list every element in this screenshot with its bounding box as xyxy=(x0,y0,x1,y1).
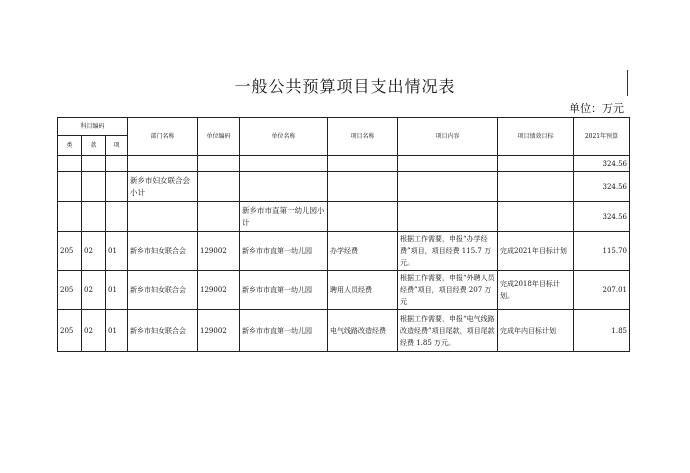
cell-goal: 完成年内目标计划 xyxy=(498,310,574,352)
cell-content: 根据工作需要，申报“办学经费”项目，项目经费 115.7 万元。 xyxy=(398,232,498,271)
cell-budget: 1.85 xyxy=(574,310,630,352)
header-unit-name: 单位名称 xyxy=(240,118,328,156)
table-row xyxy=(58,232,630,271)
cell-xiang: 01 xyxy=(106,232,128,271)
cell-kuan: 02 xyxy=(82,310,106,352)
header-budget: 2021年预算 xyxy=(574,118,630,156)
cell-content: 根据工作需要，申报“电气线路改造经费”项目尾款，项目尾款经费 1.85 万元。 xyxy=(398,310,498,352)
cell-project: 办学经费 xyxy=(328,232,398,271)
cell-goal: 完成2018年目标计划。 xyxy=(498,271,574,310)
header-performance: 项目绩效目标 xyxy=(498,118,574,156)
cell-code: 129002 xyxy=(198,271,240,310)
cell-lei: 205 xyxy=(58,232,82,271)
cell-kuan: 02 xyxy=(82,232,106,271)
table-row xyxy=(58,310,630,352)
dept-subtotal-label: 新乡市妇女联合会小计 xyxy=(128,172,198,202)
cell-goal: 完成2021年目标计划 xyxy=(498,232,574,271)
cell-budget: 115.70 xyxy=(574,232,630,271)
cell-project: 电气线路改造经费 xyxy=(328,310,398,352)
cell-unit: 新乡市市直第一幼儿园 xyxy=(240,232,328,271)
header-unit-code: 单位编码 xyxy=(198,118,240,156)
header-row-1 xyxy=(58,118,630,136)
cell-dept: 新乡市妇女联合会 xyxy=(128,232,198,271)
page-title: 一般公共预算项目支出情况表 xyxy=(234,77,456,96)
header-xiang: 项 xyxy=(106,136,128,156)
header-subject-code: 科目编码 xyxy=(58,118,128,136)
header-project-content: 项目内容 xyxy=(398,118,498,156)
cell-project: 聘用人员经费 xyxy=(328,271,398,310)
cell-dept: 新乡市妇女联合会 xyxy=(128,271,198,310)
cell-xiang: 01 xyxy=(106,271,128,310)
total-value: 324.56 xyxy=(574,156,630,172)
cell-unit: 新乡市市直第一幼儿园 xyxy=(240,310,328,352)
header-dept-name: 部门名称 xyxy=(128,118,198,156)
cell-code: 129002 xyxy=(198,310,240,352)
cell-lei: 205 xyxy=(58,310,82,352)
header-kuan: 款 xyxy=(82,136,106,156)
cell-unit: 新乡市市直第一幼儿园 xyxy=(240,271,328,310)
total-row xyxy=(58,156,630,172)
budget-table xyxy=(57,117,630,352)
unit-subtotal-label: 新乡市市直第一幼儿园小计 xyxy=(240,202,328,232)
cell-lei: 205 xyxy=(58,271,82,310)
cell-kuan: 02 xyxy=(82,271,106,310)
unit-subtotal-value: 324.56 xyxy=(574,202,630,232)
dept-subtotal-value: 324.56 xyxy=(574,172,630,202)
cell-content: 根据工作需要，申报“外聘人员经费”项目，项目经费 207 万元 xyxy=(398,271,498,310)
cell-budget: 207.01 xyxy=(574,271,630,310)
dept-subtotal-row xyxy=(58,172,630,202)
cell-xiang: 01 xyxy=(106,310,128,352)
table-row xyxy=(58,271,630,310)
cell-dept: 新乡市妇女联合会 xyxy=(128,310,198,352)
unit-subtotal-row xyxy=(58,202,630,232)
cell-code: 129002 xyxy=(198,232,240,271)
header-lei: 类 xyxy=(58,136,82,156)
unit-label: 单位：万元 xyxy=(569,102,624,115)
header-project-name: 项目名称 xyxy=(328,118,398,156)
